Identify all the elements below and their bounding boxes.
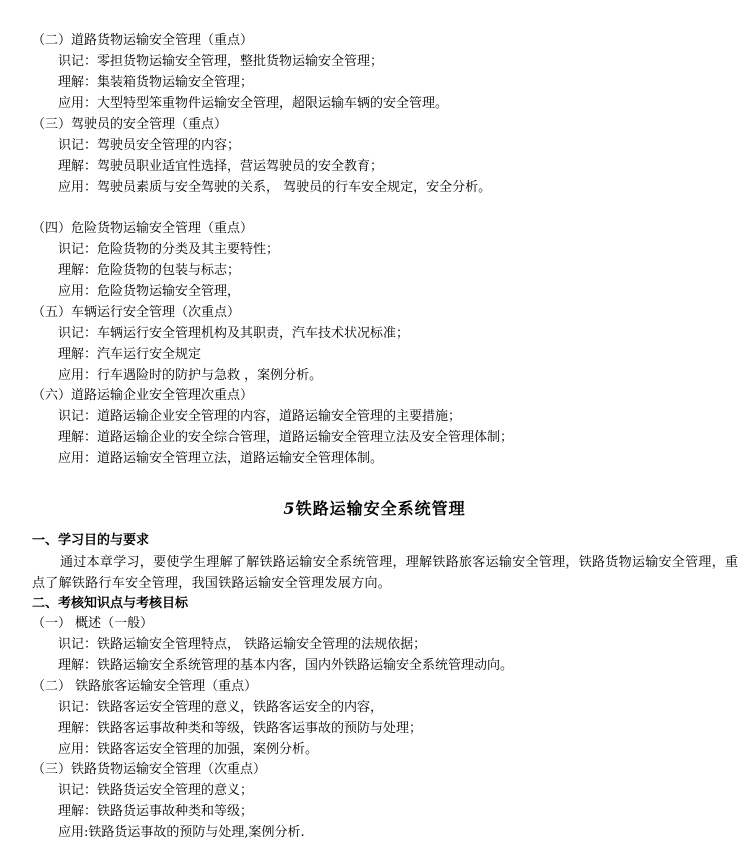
item-hazardous-understand: 理解：危险货物的包装与标志； [58, 263, 241, 278]
item-road-freight-understand: 理解：集装箱货物运输安全管理； [58, 75, 254, 90]
heading-enterprise: （六）道路运输企业安全管理次重点） [32, 388, 254, 403]
chapter-title [0, 498, 749, 520]
item-driver-memorize: 识记：驾驶员安全管理的内容； [58, 138, 241, 153]
section-exam-heading: 二、考核知识点与考核目标 [32, 596, 189, 611]
item-driver-understand: 理解：驾驶员职业适宜性选择，营运驾驶员的安全教育； [58, 159, 384, 174]
item-enterprise-memorize: 识记：道路运输企业安全管理的内容，道路运输安全管理的主要措施； [58, 409, 462, 424]
item-hazardous-memorize: 识记：危险货物的分类及其主要特性； [58, 242, 280, 257]
item-passenger-understand: 理解：铁路客运事故种类和等级，铁路客运事故的预防与处理； [58, 721, 423, 736]
heading-hazardous: （四）危险货物运输安全管理（重点） [32, 221, 254, 236]
item-vehicle-memorize: 识记：车辆运行安全管理机构及其职责，汽车技术状况标准； [58, 326, 410, 341]
chapter-title-text: 铁路运输安全系统管理 [295, 499, 466, 518]
item-enterprise-understand: 理解：道路运输企业的安全综合管理，道路运输安全管理立法及安全管理体制； [58, 430, 514, 445]
heading-vehicle: （五）车辆运行安全管理（次重点） [32, 305, 241, 320]
item-hazardous-apply: 应用：危险货物运输安全管理， [58, 284, 241, 299]
heading-driver: （三）驾驶员的安全管理（重点） [32, 117, 228, 132]
section-goals-paragraph: 通过本章学习，要使学生理解了解铁路运输安全系统管理，理解铁路旅客运输安全管理，铁路货物运输安全管理，重点了解铁路行车安全管理，我国铁路运输安全管理发展方向。 [32, 555, 739, 591]
item-rail-freight-memorize: 识记：铁路货运安全管理的意义； [58, 783, 254, 798]
heading-passenger: （二） 铁路旅客运输安全管理（重点） [32, 679, 258, 694]
item-overview-understand: 理解：铁路运输安全系统管理的基本内客，国内外铁路运输安全系统管理动向。 [58, 658, 514, 673]
item-vehicle-apply: 应用：行车遇险时的防护与急救 ，案例分析。 [58, 368, 323, 383]
item-passenger-memorize: 识记：铁路客运安全管理的意义，铁路客运安全的内容， [58, 700, 384, 715]
item-vehicle-understand: 理解：汽车运行安全规定 [58, 347, 202, 362]
heading-overview: （一） 概述（一般） [32, 616, 154, 631]
item-road-freight-apply: 应用：大型特型笨重物件运输安全管理，超限运输车辆的安全管理。 [58, 96, 449, 111]
item-road-freight-memorize: 识记：零担货物运输安全管理，整批货物运输安全管理； [58, 54, 384, 69]
item-rail-freight-apply: 应用:铁路货运事故的预防与处理,案例分析. [58, 825, 305, 840]
chapter-number: 5 [283, 499, 296, 518]
item-rail-freight-understand: 理解：铁路货运事故种类和等级； [58, 804, 254, 819]
heading-road-freight: （二）道路货物运输安全管理（重点） [32, 33, 254, 48]
item-passenger-apply: 应用：铁路客运安全管理的加强，案例分析。 [58, 742, 319, 757]
heading-rail-freight: （三）铁路货物运输安全管理（次重点） [32, 762, 267, 777]
section-goals-heading: 一、学习目的与要求 [32, 533, 150, 548]
item-driver-apply: 应用：驾驶员素质与安全驾驶的关系， 驾驶员的行车安全规定，安全分析。 [58, 180, 492, 195]
item-overview-memorize: 识记：铁路运输安全管理特点， 铁路运输安全管理的法规依据； [58, 637, 427, 652]
item-enterprise-apply: 应用：道路运输安全管理立法，道路运输安全管理体制。 [58, 451, 384, 466]
